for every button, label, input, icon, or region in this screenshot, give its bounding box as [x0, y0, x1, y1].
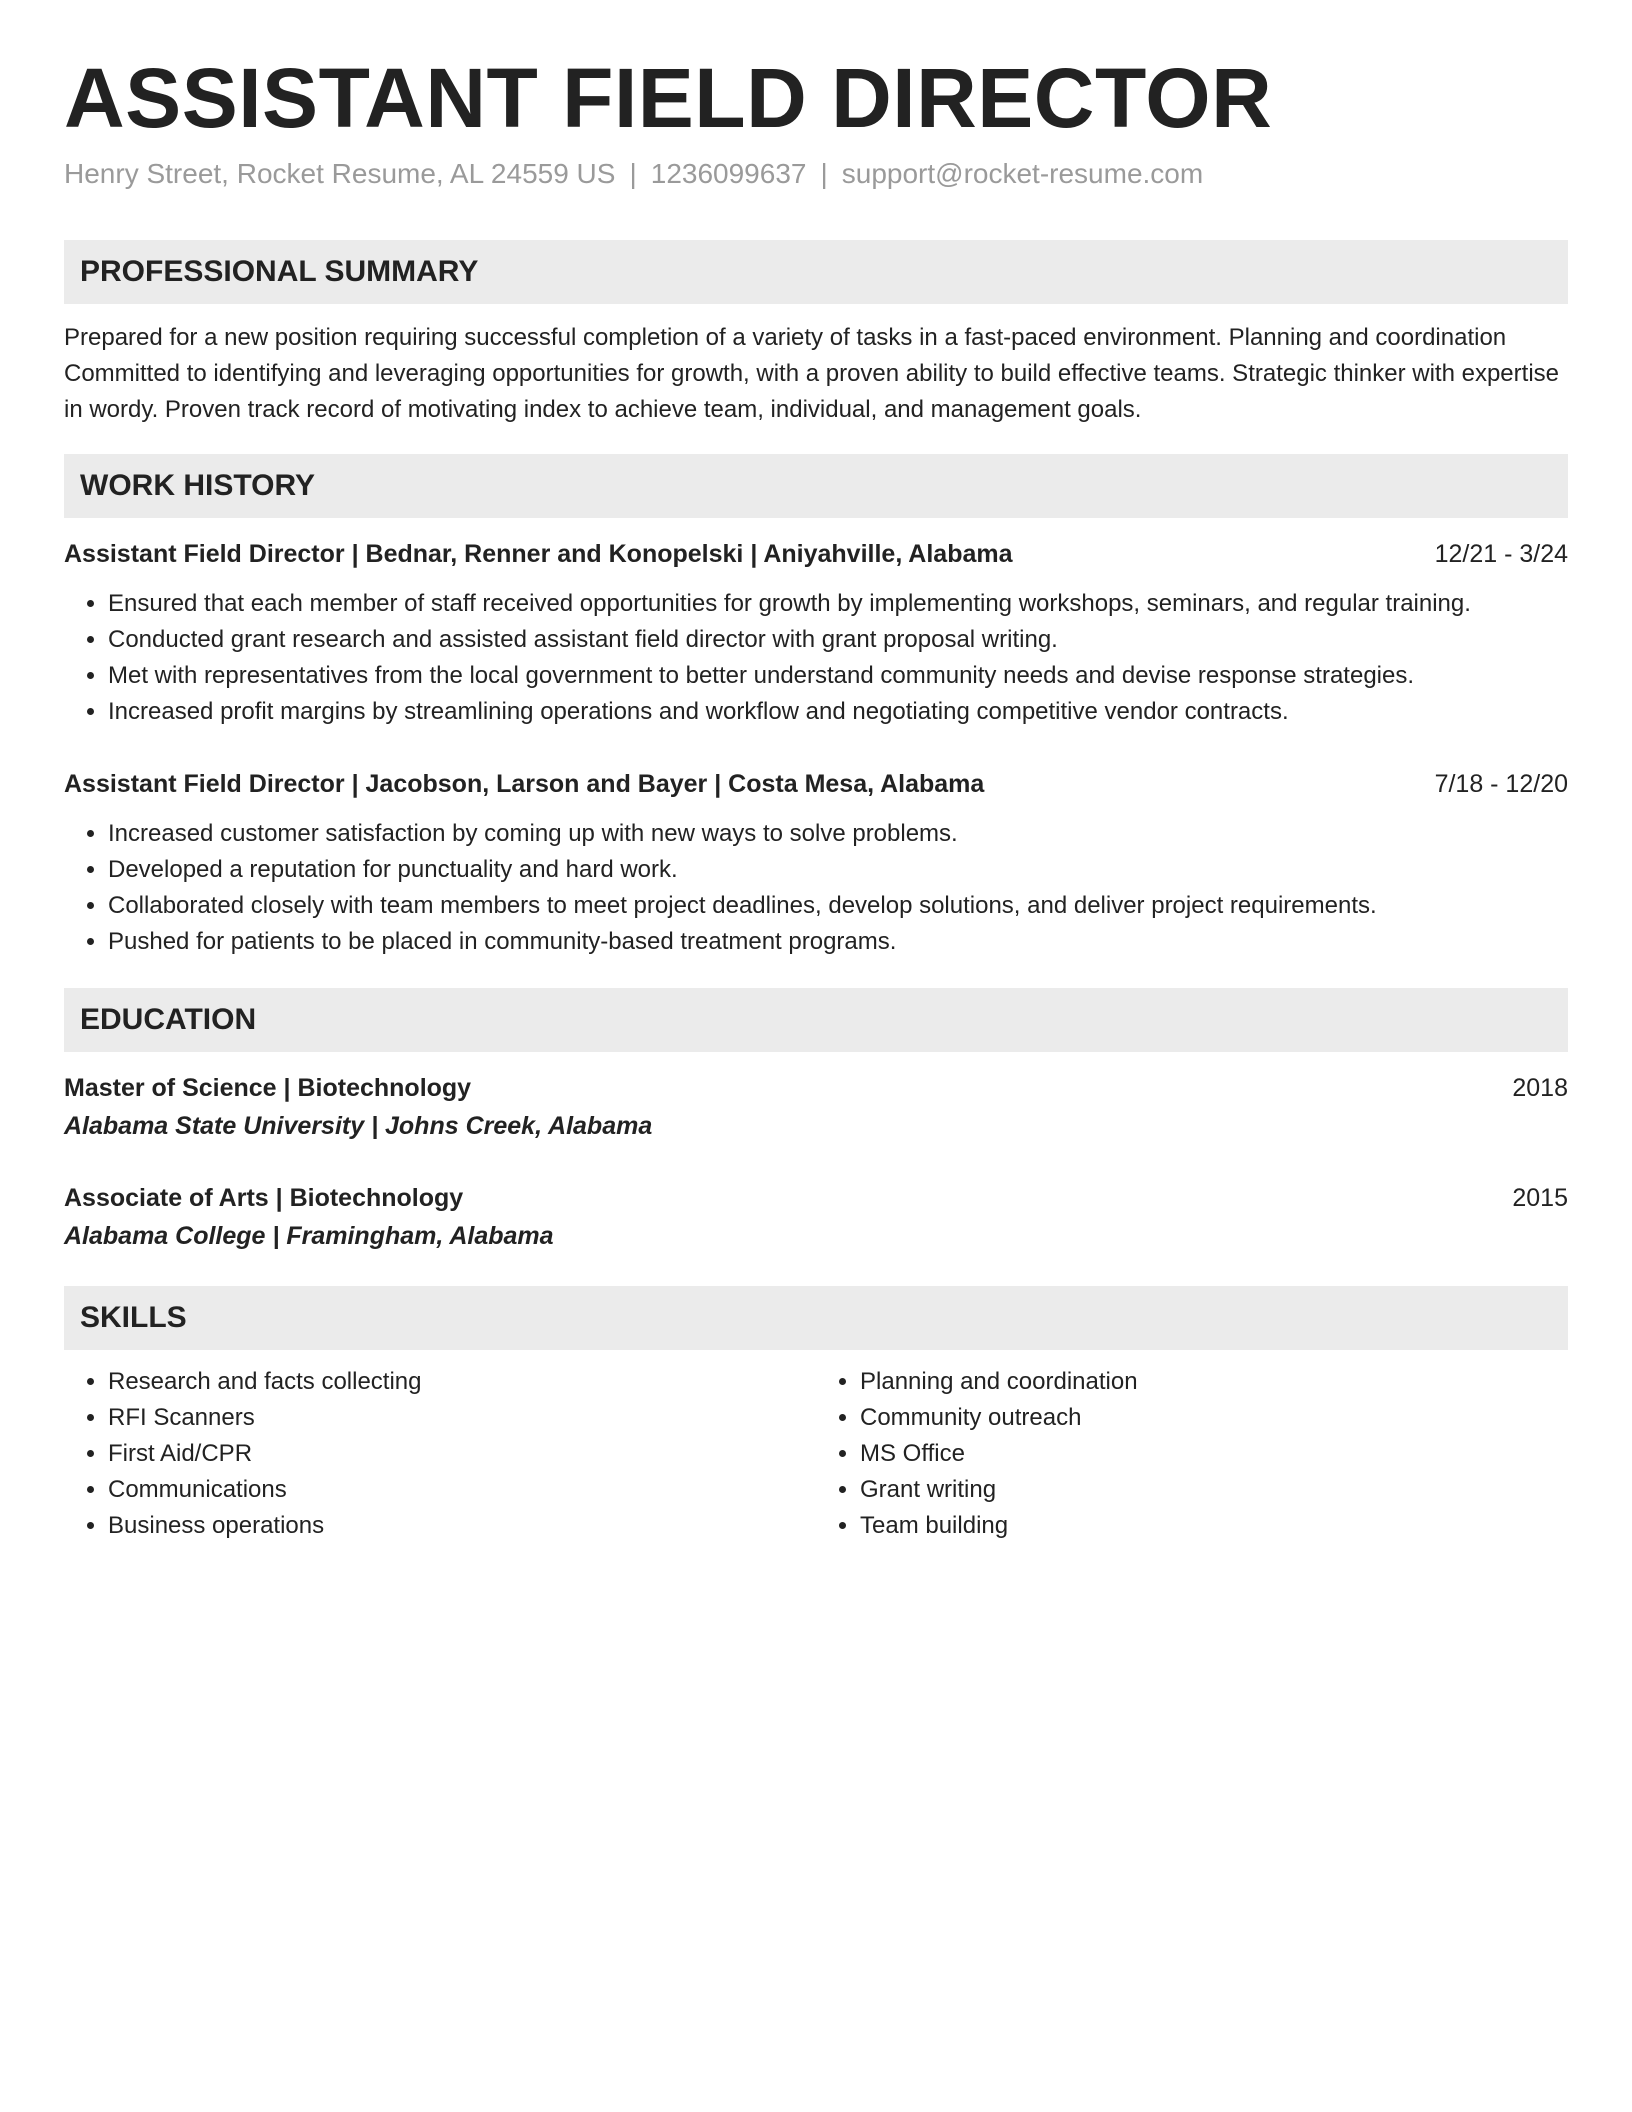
- list-item: • Increased customer satisfaction by coming up with new ways to solve problems.: [108, 816, 1568, 852]
- education-school: Alabama College | Framingham, Alabama: [64, 1222, 554, 1251]
- job-title: Assistant Field Director | Jacobson, Larson and Bayer | Costa Mesa, Alabama: [64, 770, 985, 799]
- job-bullets: [64, 586, 1568, 730]
- list-item: • Business operations: [108, 1508, 816, 1544]
- skills-column-right: [816, 1364, 1568, 1544]
- section-heading-work-history: WORK HISTORY: [64, 454, 1568, 518]
- list-item: • Team building: [860, 1508, 1568, 1544]
- job-dates: 7/18 - 12/20: [1434, 770, 1568, 799]
- list-item: • Communications: [108, 1472, 816, 1508]
- list-item: • Met with representatives from the local government to better understand community needs and devise response strategies.: [108, 658, 1568, 694]
- education-entry: [64, 1180, 1568, 1256]
- education-degree: Master of Science | Biotechnology: [64, 1074, 472, 1103]
- list-item: • Collaborated closely with team members to meet project deadlines, develop solutions, and deliver project requirements.: [108, 888, 1568, 924]
- contact-separator: |: [629, 158, 637, 190]
- list-item: • Research and facts collecting: [108, 1364, 816, 1400]
- education-degree: Associate of Arts | Biotechnology: [64, 1184, 464, 1213]
- section-heading-summary: PROFESSIONAL SUMMARY: [64, 240, 1568, 304]
- list-item: • Developed a reputation for punctuality and hard work.: [108, 852, 1568, 888]
- contact-separator: |: [820, 158, 828, 190]
- education-year: 2018: [1512, 1074, 1568, 1103]
- list-item: • Grant writing: [860, 1472, 1568, 1508]
- job-entry: [64, 536, 1568, 730]
- skills-column-left: [64, 1364, 816, 1544]
- skills-list: [64, 1364, 1568, 1544]
- list-item: • First Aid/CPR: [108, 1436, 816, 1472]
- list-item: • Pushed for patients to be placed in community-based treatment programs.: [108, 924, 1568, 960]
- list-item: • Increased profit margins by streamlining operations and workflow and negotiating competitive vendor contracts.: [108, 694, 1568, 730]
- summary-text: Prepared for a new position requiring successful completion of a variety of tasks in a fast-paced environment. Planning and coordination Committed to identifying and leveraging opportunities for growth, with a proven ability to build effective teams. Strategic thinker with expertise in wordy. Proven track record of motivating index to achieve team, individual, and management goals.: [64, 324, 1559, 424]
- list-item: • Planning and coordination: [860, 1364, 1568, 1400]
- education-year: 2015: [1512, 1184, 1568, 1213]
- contact-line: [64, 158, 1568, 190]
- list-item: • Conducted grant research and assisted assistant field director with grant proposal writing.: [108, 622, 1568, 658]
- job-dates: 12/21 - 3/24: [1434, 540, 1568, 569]
- education-entry: [64, 1070, 1568, 1146]
- contact-email: support@rocket-resume.com: [841, 158, 1204, 190]
- contact-phone: 1236099637: [650, 158, 807, 190]
- education-school: Alabama State University | Johns Creek, Alabama: [64, 1112, 653, 1141]
- candidate-name: ASSISTANT FIELD DIRECTOR: [64, 51, 1273, 145]
- section-heading-education: EDUCATION: [64, 988, 1568, 1052]
- job-title: Assistant Field Director | Bednar, Renner and Konopelski | Aniyahville, Alabama: [64, 540, 1013, 569]
- contact-address: Henry Street, Rocket Resume, AL 24559 US: [64, 158, 616, 190]
- list-item: • Community outreach: [860, 1400, 1568, 1436]
- list-item: • Ensured that each member of staff received opportunities for growth by implementing workshops, seminars, and regular training.: [108, 586, 1568, 622]
- job-entry: [64, 766, 1568, 960]
- list-item: • RFI Scanners: [108, 1400, 816, 1436]
- job-bullets: [64, 816, 1568, 960]
- section-heading-skills: SKILLS: [64, 1286, 1568, 1350]
- list-item: • MS Office: [860, 1436, 1568, 1472]
